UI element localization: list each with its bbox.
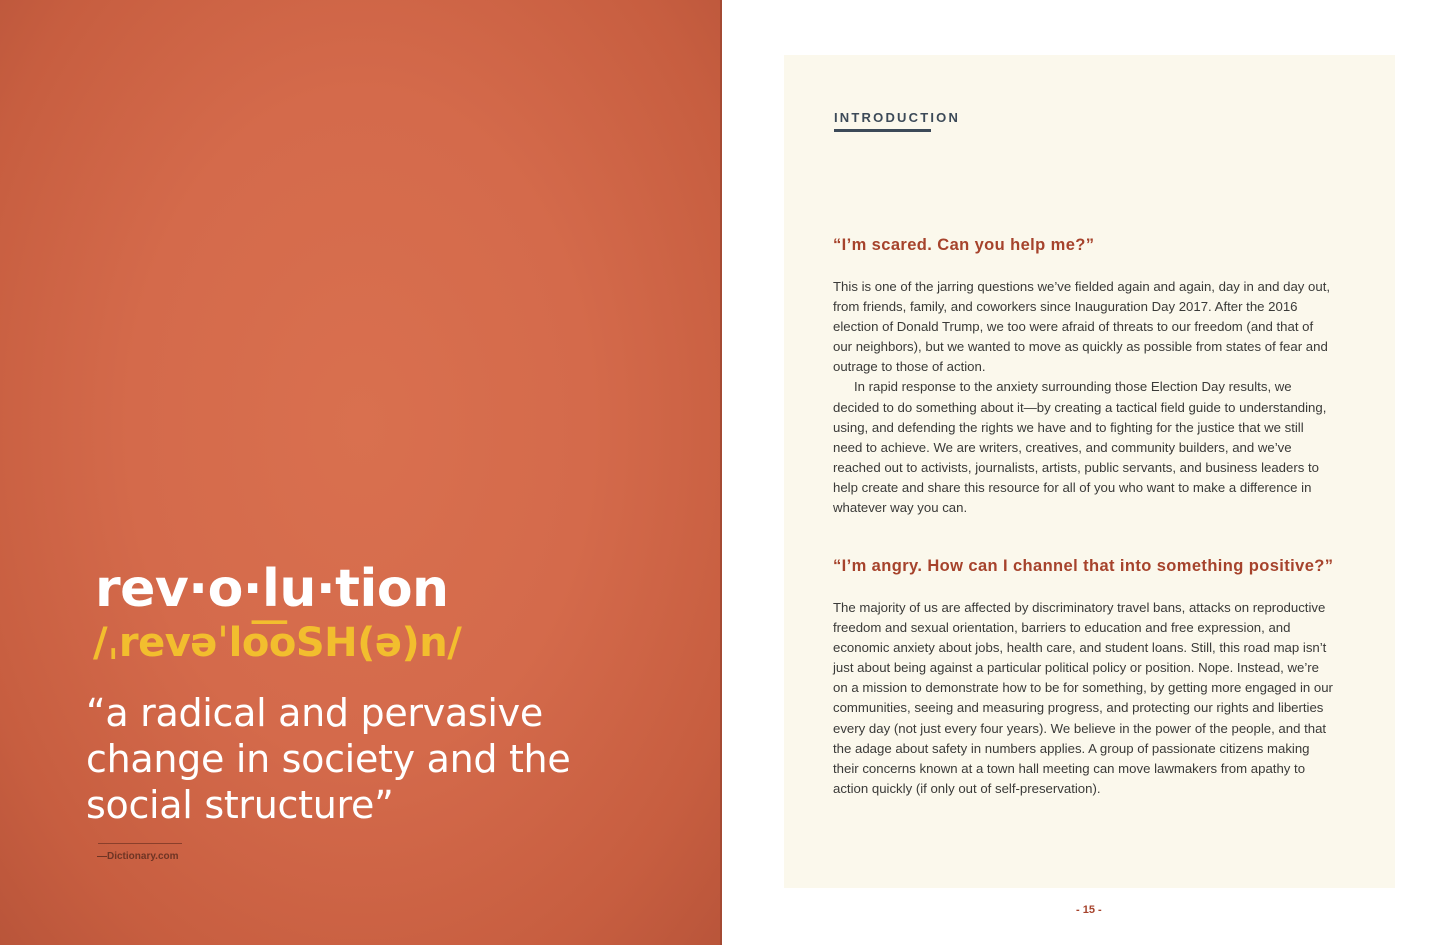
source-divider <box>98 843 182 844</box>
definition-quote: “a radical and pervasive change in society and the social structure” <box>86 691 571 827</box>
section-body-1 <box>833 277 1333 518</box>
section-heading-1: “I’m scared. Can you help me?” <box>833 236 1095 254</box>
paragraph: This is one of the jarring questions we’ve fielded again and again, day in and day out, from friends, family, and coworkers since Inauguration Day 2017. After the 2016 election of Donald Trump, we too were afraid of threats to our freedom (and that of our neighbors), but we wanted to move as quickly as possible from states of fear and outrage to those of action. <box>833 279 1331 375</box>
paragraph: In rapid response to the anxiety surrounding those Election Day results, we decided to do something about it—by creating a tactical field guide to understanding, using, and defending the rights we have and to fighting for the justice that we still need to achieve. We are writers, creatives, and community builders, and we’ve reached out to activists, journalists, artists, public servants, and business leaders to help create and share this resource for all of you who want to make a difference in whatever way you can. <box>833 379 1327 516</box>
pronunciation: /ˌrevəˈlo͞oSH(ə)n/ <box>93 620 462 666</box>
section-heading-2: “I’m angry. How can I channel that into something positive?” <box>833 557 1334 575</box>
section-label: INTRODUCTION <box>834 110 961 125</box>
section-underline <box>834 129 931 132</box>
definition-source: —Dictionary.com <box>97 851 179 862</box>
page-gutter <box>720 0 722 945</box>
page-number: - 15 - <box>1076 904 1102 916</box>
left-page <box>0 0 722 945</box>
headword: rev·o·lu·tion <box>95 559 449 619</box>
paragraph: The majority of us are affected by discriminatory travel bans, attacks on reproductive freedom and sexual orientation, barriers to education and free expression, and economic anxiety about jobs, health care, and student loans. Still, this road map isn’t just about being against a particular political policy or position. Nope. Instead, we’re on a mission to demonstrate how to be for something, by getting more engaged in our communities, seeing and measuring progress, and protecting our rights and liberties every day (not just every four years). We believe in the power of the people, and that the adage about safety in numbers applies. A group of passionate citizens making their concerns known at a town hall meeting can move lawmakers from apathy to action quickly (if only out of self-preservation). <box>833 600 1333 796</box>
section-body-2 <box>833 598 1333 799</box>
